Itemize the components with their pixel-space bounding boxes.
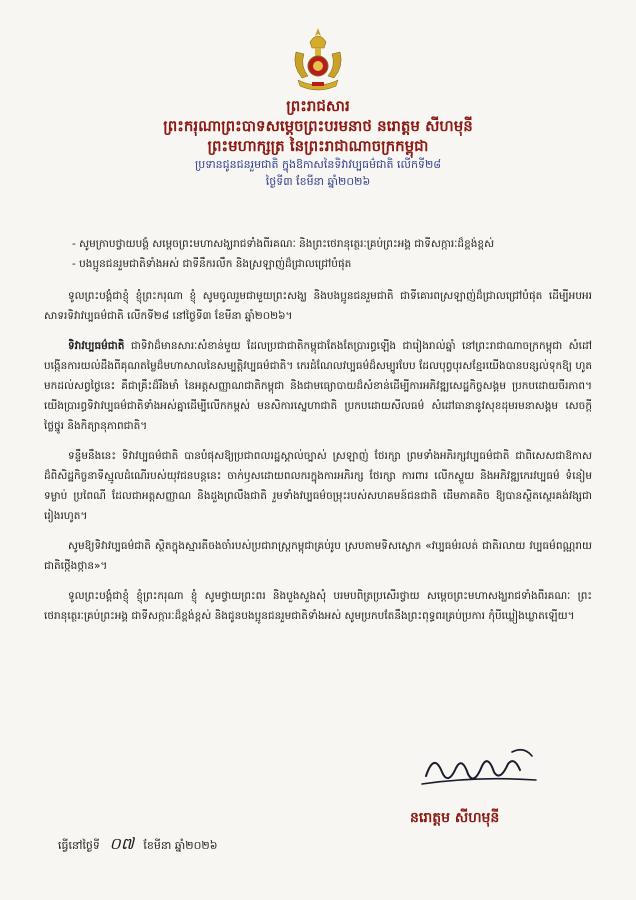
paragraph-text: សូមឱ្យទិវាវប្បធម៌ជាតិ ស្ថិតក្នុងស្មារតីចងចាំរបស់ប្រជារាស្ត្រកម្ពុជាគ្រប់រូប ស្របតាមទិសស្លោក «វប្បធម៌រលត់ ជាតិរលាយ វប្បធម៌ពណ្ណរាយ ជាតិថ្កើងថ្កាន»។ [44, 540, 592, 572]
paragraph [44, 586, 592, 626]
header [0, 96, 636, 190]
header-occasion: ប្រទានជូនជនរួមជាតិ ក្នុងឱកាសនៃទិវាវប្បធម៌ជាតិ លើកទី២៨ [194, 158, 442, 171]
paragraph [44, 286, 592, 326]
header-king-title: ព្រះករុណាព្រះបាទសម្តេចព្រះបរមនាថ នរោត្តម សីហមុនី [163, 117, 473, 135]
header-date: ថ្ងៃទី៣ ខែមីនា ឆ្នាំ២០២៦ [265, 175, 371, 188]
date-prefix: ធ្វើនៅថ្ងៃទី [58, 839, 100, 852]
issue-date [58, 833, 218, 857]
addressee-monks: - សូមក្រាបថ្វាយបង្គំ សម្តេចព្រះមហាសង្ឃរាជទាំងពីរគណៈ និងព្រះថេរានុត្ថេរៈគ្រប់ព្រះអង្គ ជាទីសក្ការៈដ៏ខ្ពង់ខ្ពស់ [72, 238, 495, 250]
paragraph [44, 446, 592, 526]
date-suffix: ខែមីនា ឆ្នាំ២០២៦ [143, 839, 218, 852]
signature-block [396, 742, 566, 792]
paragraph-lead: ទិវាវប្បធម៌ជាតិ [68, 340, 125, 352]
handwritten-signature-icon [416, 742, 546, 792]
paragraph [44, 336, 592, 436]
header-title: ព្រះរាជសារ [286, 97, 350, 115]
paragraph-text: ទន្ទឹមនឹងនេះ ទិវាវប្បធម៌ជាតិ បានបំផុសឱ្យប្រជាពលរដ្ឋស្គាល់ច្បាស់ ស្រឡាញ់ ថែរក្សា ព្រមទាំងអភិរក្សវប្បធម៌ជាតិ ជាពិសេសជាឱកាសដ៏ពិសិដ្ឋកិច្ចនាទីស្មូលដំណើរបស់យុវជនបន្តនេះ ចាក់ឫសដោយពលករក្នុងការអភិរក្ស ថែរក្សា ការពារ លើកស្ទួយ និងអភិវឌ្ឍកេរវប្បធម៌ ទំនៀមទម្លាប់ ប្រពៃណី ដែលជាអត្តសញ្ញាណ និងដួងព្រលឹងជាតិ រួមទាំងវប្បធម៌ចម្រុះរបស់សហគមន៍ជនជាតិ ដើមភាគតិច ឱ្យបានស្ថិតស្ថេរគង់វង្សជារៀងរហូត។ [44, 450, 592, 522]
royal-emblem-icon [288, 26, 348, 94]
header-kingdom: ព្រះមហាក្សត្រ នៃព្រះរាជាណាចក្រកម្ពុជា [207, 137, 429, 155]
paragraph-text: ទូលព្រះបង្គំជាខ្ញុំ ខ្ញុំព្រះករុណា ខ្ញុំ សូមថ្វាយព្រះពរ និងបួងសួងសុំ បរមបពិត្រប្រសើរថ្វាយ សម្តេចព្រះមហាសង្ឃរាជទាំងពីរគណៈ ព្រះថេរានុត្ថេរៈគ្រប់ព្រះអង្គ ជាទីសក្ការៈដ៏ខ្ពង់ខ្ពស់ និងជូនបងប្អូនជនរួមជាតិទាំងអស់ សូមប្រកបតែនឹងព្រះពុទ្ធពរគ្រប់ប្រការ កុំបីឃ្លៀងឃ្លាតឡើយ។ [44, 590, 592, 622]
paragraph-text: ទូលព្រះបង្គំជាខ្ញុំ ខ្ញុំព្រះករុណា ខ្ញុំ សូមចូលរួមជាមួយព្រះសង្ឃ និងបងប្អូនជនរួមជាតិ ជាទីគោរពស្រឡាញ់ដ៏ជ្រាលជ្រៅបំផុត ដើម្បីអបអរសាទរទិវាវប្បធម៌ជាតិ លើកទី២៨ នៅថ្ងៃទី៣ ខែមីនា ឆ្នាំ២០២៦។ [44, 290, 592, 322]
message-body [44, 234, 592, 636]
addressee-compatriots: - បងប្អូនជនរួមជាតិទាំងអស់ ជាទីនឹករលឹក និងស្រឡាញ់ដ៏ជ្រាលជ្រៅបំផុត [72, 258, 352, 270]
date-day: ០៧ [109, 834, 134, 853]
addressee-list [72, 234, 592, 274]
paragraph-text: ជាទិវាដ៏មានសារៈសំខាន់មួយ ដែលប្រជាជាតិកម្ពុជាតែងតែប្រារព្ធឡើង ជារៀងរាល់ឆ្នាំ នៅព្រះរាជាណាចក្រកម្ពុជា សំដៅបង្កើនការយល់ដឹងពីគុណតម្លៃដ៏មហាសាលនៃសម្បត្តិវប្បធម៌ជាតិ។ កេរដំណែលវប្បធម៌ដ៏សម្បូរបែប ដែលបុព្វបុរសខ្មែរយើងបានបន្សល់ទុកឱ្យ ហូតមកដល់សព្វថ្ងៃនេះ គឺជាគ្រឹះដ៏រឹងមាំ នៃអត្តសញ្ញាណជាតិកម្ពុជា និងជាមធ្យោបាយដ៏សំខាន់ដើម្បីការអភិវឌ្ឍសេដ្ឋកិច្ចសង្គម ប្រកបដោយចីរភាព។ យើងប្រារព្ធទិវាវប្បធម៌ជាតិទាំងអស់គ្នាដើម្បីលើកកម្ពស់ មនសិការស្នេហាជាតិ ប្រកបដោយសីលធម៌ សំដៅធានានូវសុខដុមរមនាសង្គម សេចក្តីថ្លៃថ្នូរ និងកិត្យានុភាពជាតិ។ [44, 340, 592, 432]
paragraph [44, 536, 592, 576]
signer-name: នរោត្តម សីហមុនី [410, 810, 500, 826]
